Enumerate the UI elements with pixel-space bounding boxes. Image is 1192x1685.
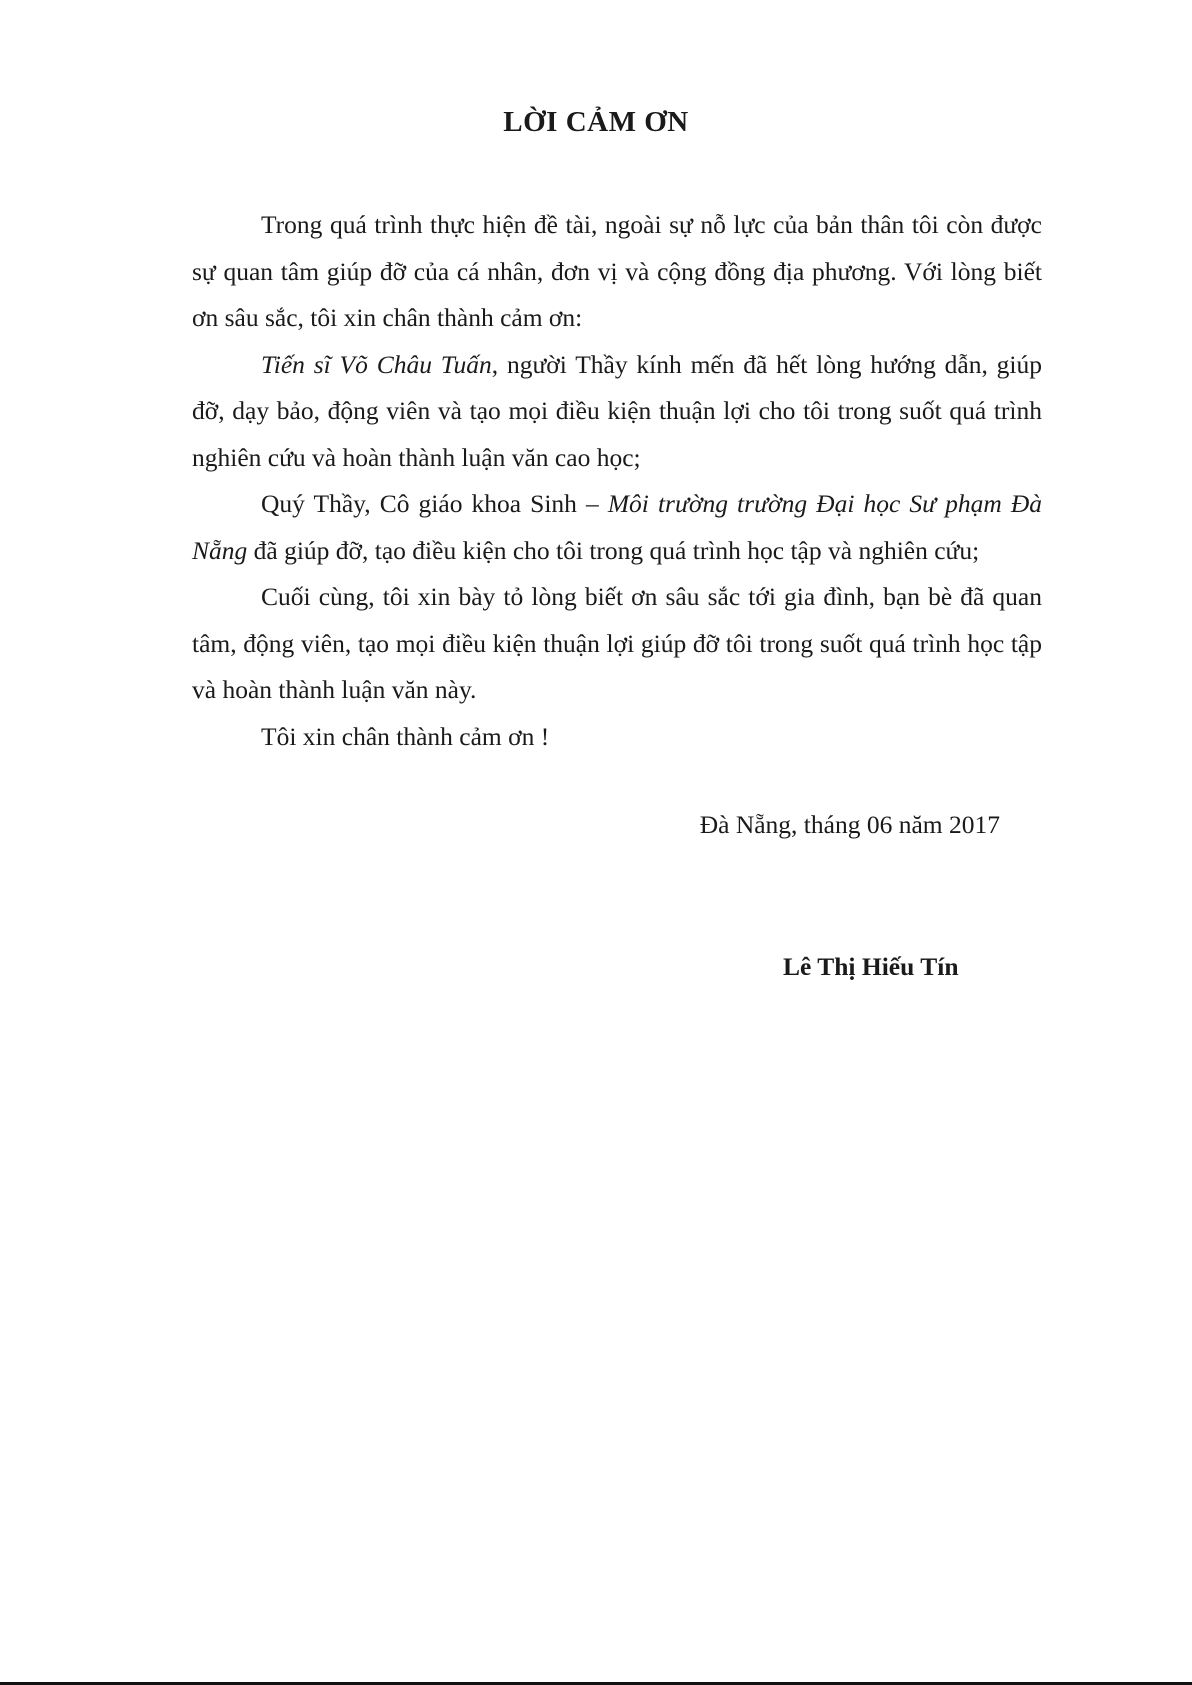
paragraph-3-text-b: đã giúp đỡ, tạo điều kiện cho tôi trong quá trình học tập và nghiên cứu;: [247, 535, 980, 565]
paragraph-4-text: Cuối cùng, tôi xin bày tỏ lòng biết ơn sâu sắc tới gia đình, bạn bè đã quan tâm, động viên, tạo mọi điều kiện thuận lợi giúp đỡ tôi trong suốt quá trình học tập và hoàn thành luận văn này.: [192, 582, 1042, 704]
date-line: Đà Nẵng, tháng 06 năm 2017: [699, 810, 1000, 839]
paragraph-2-text: , người Thầy kính mến đã hết lòng hướng dẫn, giúp đỡ, dạy bảo, động viên và tạo mọi điều kiện thuận lợi cho tôi trong suốt quá trình nghiên cứu và hoàn thành luận văn cao học;: [192, 349, 1042, 472]
paragraph-1-text: Trong quá trình thực hiện đề tài, ngoài sự nỗ lực của bản thân tôi còn được sự quan tâm giúp đỡ của cá nhân, đơn vị và cộng đồng địa phương. Với lòng biết ơn sâu sắc, tôi xin chân thành cảm ơn:: [192, 210, 1042, 332]
paragraph-5: [192, 714, 1042, 761]
paragraph-3-text-a: Quý Thầy, Cô giáo khoa Sinh –: [261, 489, 608, 518]
university-name: Môi trường trường Đại học Sư phạm Đà Nẵng: [192, 489, 1042, 565]
acknowledgement-body: [192, 202, 1042, 760]
paragraph-4: [192, 574, 1042, 714]
page-title: LỜI CẢM ƠN: [503, 106, 689, 138]
author-signature: Lê Thị Hiếu Tín: [783, 952, 959, 981]
advisor-name: Tiến sĩ Võ Châu Tuấn: [261, 349, 492, 379]
paragraph-5-text: Tôi xin chân thành cảm ơn !: [261, 721, 550, 751]
paragraph-3: [192, 481, 1042, 574]
paragraph-1: [192, 202, 1042, 342]
paragraph-2: [192, 342, 1042, 482]
